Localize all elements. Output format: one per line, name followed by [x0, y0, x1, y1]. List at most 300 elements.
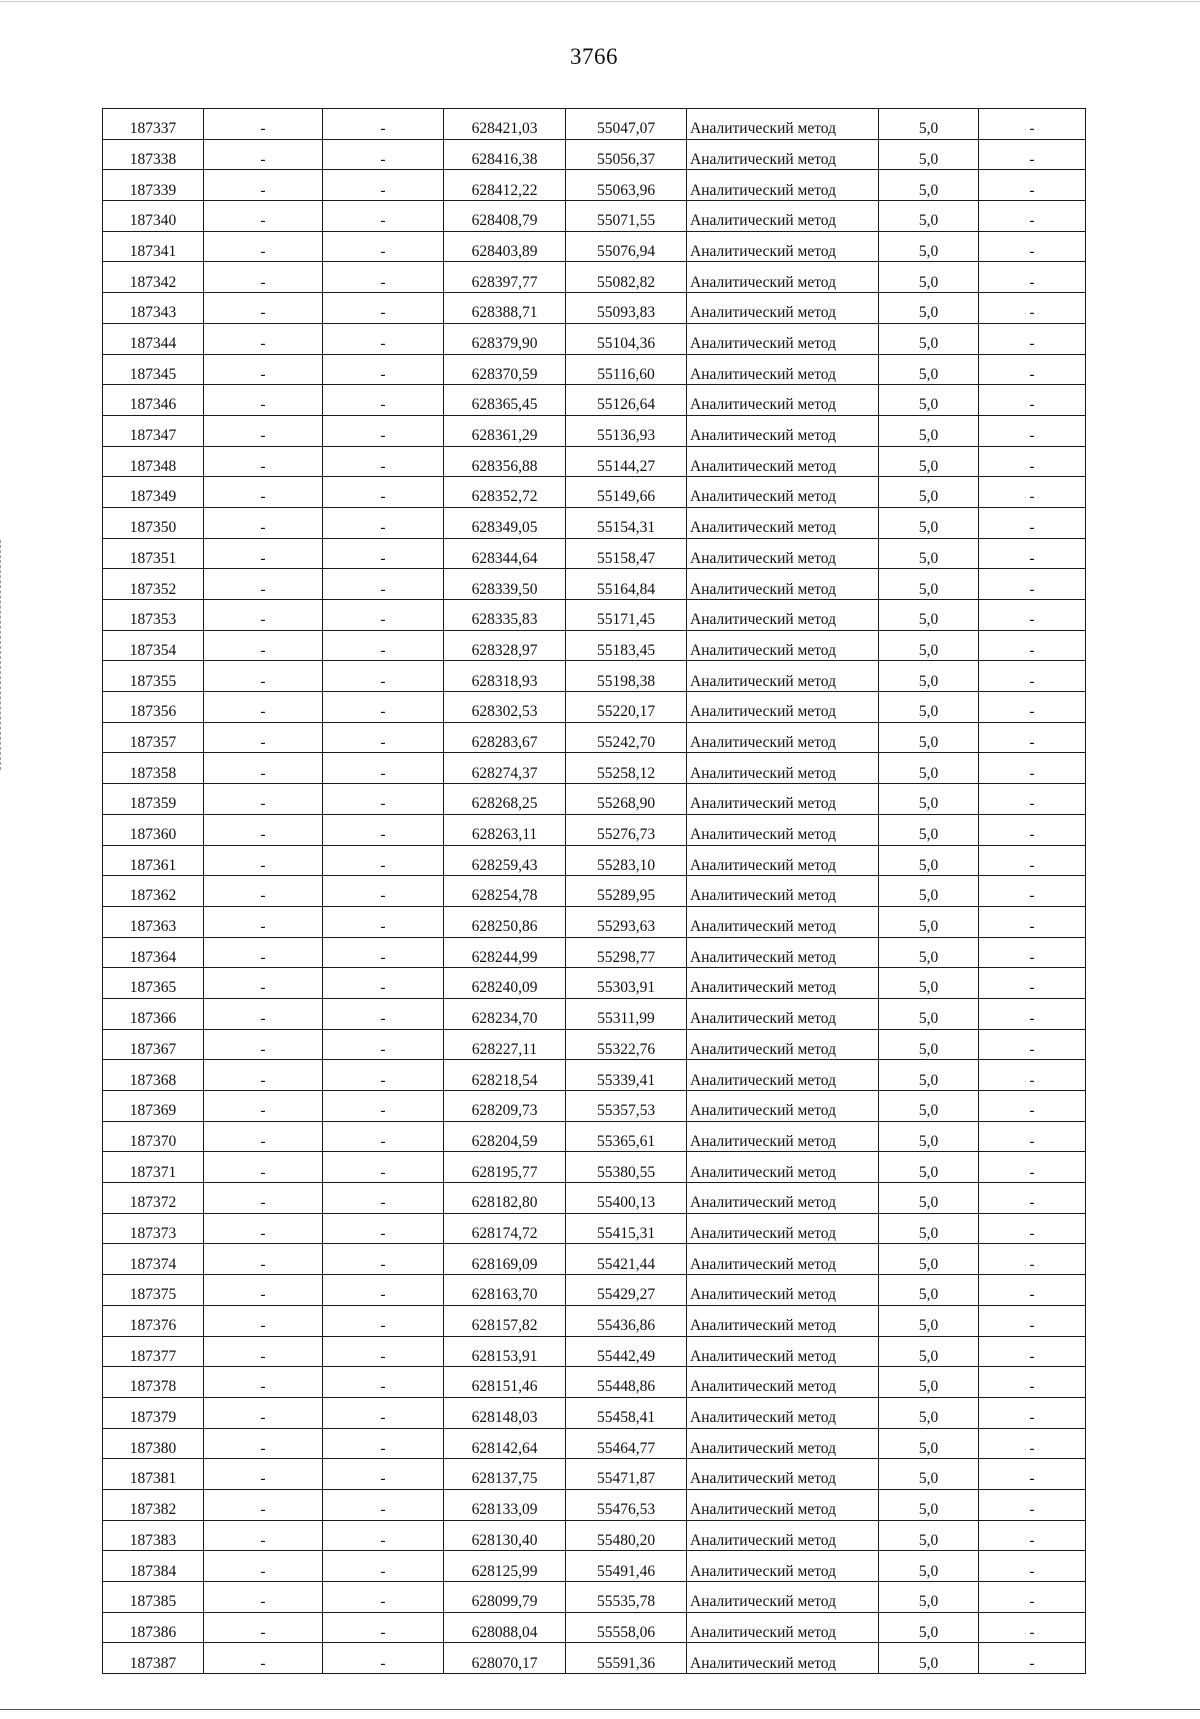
empty-y-cell: - [323, 323, 444, 354]
empty-y-cell: - [323, 968, 444, 999]
accuracy-cell: 5,0 [879, 1244, 979, 1275]
coordinate-x-cell: 628209,73 [444, 1091, 566, 1122]
coordinate-x-cell: 628403,89 [444, 231, 566, 262]
description-cell: - [979, 262, 1086, 293]
empty-x-cell: - [204, 569, 323, 600]
coordinate-y-cell: 55136,93 [566, 415, 687, 446]
description-cell: - [979, 1520, 1086, 1551]
empty-y-cell: - [323, 170, 444, 201]
coordinate-y-cell: 55126,64 [566, 385, 687, 416]
accuracy-cell: 5,0 [879, 722, 979, 753]
method-cell: Аналитический метод [687, 354, 879, 385]
accuracy-cell: 5,0 [879, 1152, 979, 1183]
description-cell: - [979, 968, 1086, 999]
empty-y-cell: - [323, 1060, 444, 1091]
empty-x-cell: - [204, 415, 323, 446]
table-row [103, 1244, 1086, 1275]
table-row [103, 968, 1086, 999]
empty-x-cell: - [204, 630, 323, 661]
point-number-cell: 187376 [103, 1305, 204, 1336]
empty-x-cell: - [204, 753, 323, 784]
method-cell: Аналитический метод [687, 968, 879, 999]
description-cell: - [979, 876, 1086, 907]
coordinate-x-cell: 628356,88 [444, 446, 566, 477]
point-number-cell: 187365 [103, 968, 204, 999]
accuracy-cell: 5,0 [879, 814, 979, 845]
coordinate-y-cell: 55491,46 [566, 1551, 687, 1582]
empty-x-cell: - [204, 998, 323, 1029]
method-cell: Аналитический метод [687, 1121, 879, 1152]
coordinate-x-cell: 628302,53 [444, 692, 566, 723]
empty-x-cell: - [204, 262, 323, 293]
table-row [103, 1397, 1086, 1428]
method-cell: Аналитический метод [687, 1305, 879, 1336]
accuracy-cell: 5,0 [879, 569, 979, 600]
method-cell: Аналитический метод [687, 446, 879, 477]
description-cell: - [979, 170, 1086, 201]
method-cell: Аналитический метод [687, 753, 879, 784]
accuracy-cell: 5,0 [879, 293, 979, 324]
accuracy-cell: 5,0 [879, 1275, 979, 1306]
coordinate-y-cell: 55063,96 [566, 170, 687, 201]
method-cell: Аналитический метод [687, 1244, 879, 1275]
coordinate-x-cell: 628234,70 [444, 998, 566, 1029]
accuracy-cell: 5,0 [879, 1060, 979, 1091]
accuracy-cell: 5,0 [879, 170, 979, 201]
point-number-cell: 187347 [103, 415, 204, 446]
coordinate-y-cell: 55104,36 [566, 323, 687, 354]
coordinate-x-cell: 628263,11 [444, 814, 566, 845]
coordinate-y-cell: 55289,95 [566, 876, 687, 907]
empty-x-cell: - [204, 1367, 323, 1398]
table-row [103, 937, 1086, 968]
coordinate-y-cell: 55365,61 [566, 1121, 687, 1152]
point-number-cell: 187374 [103, 1244, 204, 1275]
empty-y-cell: - [323, 1582, 444, 1613]
coordinate-y-cell: 55464,77 [566, 1428, 687, 1459]
description-cell: - [979, 1152, 1086, 1183]
point-number-cell: 187380 [103, 1428, 204, 1459]
coordinate-x-cell: 628204,59 [444, 1121, 566, 1152]
coordinate-x-cell: 628195,77 [444, 1152, 566, 1183]
table-row [103, 507, 1086, 538]
empty-x-cell: - [204, 507, 323, 538]
empty-x-cell: - [204, 201, 323, 232]
empty-x-cell: - [204, 1029, 323, 1060]
method-cell: Аналитический метод [687, 692, 879, 723]
coordinate-y-cell: 55339,41 [566, 1060, 687, 1091]
coordinate-x-cell: 628365,45 [444, 385, 566, 416]
coordinate-x-cell: 628283,67 [444, 722, 566, 753]
coordinate-y-cell: 55400,13 [566, 1183, 687, 1214]
point-number-cell: 187348 [103, 446, 204, 477]
point-number-cell: 187356 [103, 692, 204, 723]
accuracy-cell: 5,0 [879, 262, 979, 293]
empty-y-cell: - [323, 1336, 444, 1367]
empty-y-cell: - [323, 661, 444, 692]
empty-y-cell: - [323, 722, 444, 753]
description-cell: - [979, 1643, 1086, 1674]
coordinate-y-cell: 55558,06 [566, 1612, 687, 1643]
method-cell: Аналитический метод [687, 1275, 879, 1306]
empty-x-cell: - [204, 1551, 323, 1582]
description-cell: - [979, 1091, 1086, 1122]
description-cell: - [979, 1336, 1086, 1367]
accuracy-cell: 5,0 [879, 600, 979, 631]
accuracy-cell: 5,0 [879, 1582, 979, 1613]
empty-x-cell: - [204, 477, 323, 508]
empty-y-cell: - [323, 1489, 444, 1520]
method-cell: Аналитический метод [687, 722, 879, 753]
coordinate-x-cell: 628130,40 [444, 1520, 566, 1551]
table-row [103, 661, 1086, 692]
point-number-cell: 187373 [103, 1213, 204, 1244]
coordinate-y-cell: 55298,77 [566, 937, 687, 968]
empty-x-cell: - [204, 906, 323, 937]
method-cell: Аналитический метод [687, 1213, 879, 1244]
table-row [103, 201, 1086, 232]
empty-y-cell: - [323, 814, 444, 845]
empty-x-cell: - [204, 446, 323, 477]
table-row [103, 1643, 1086, 1674]
coordinate-y-cell: 55149,66 [566, 477, 687, 508]
description-cell: - [979, 1183, 1086, 1214]
empty-y-cell: - [323, 538, 444, 569]
accuracy-cell: 5,0 [879, 477, 979, 508]
accuracy-cell: 5,0 [879, 1183, 979, 1214]
coordinate-x-cell: 628174,72 [444, 1213, 566, 1244]
empty-y-cell: - [323, 354, 444, 385]
empty-x-cell: - [204, 722, 323, 753]
description-cell: - [979, 293, 1086, 324]
coordinate-x-cell: 628218,54 [444, 1060, 566, 1091]
empty-y-cell: - [323, 1397, 444, 1428]
table-row [103, 630, 1086, 661]
coordinate-x-cell: 628412,22 [444, 170, 566, 201]
coordinate-x-cell: 628125,99 [444, 1551, 566, 1582]
description-cell: - [979, 1612, 1086, 1643]
empty-x-cell: - [204, 1091, 323, 1122]
empty-x-cell: - [204, 109, 323, 140]
point-number-cell: 187354 [103, 630, 204, 661]
coordinate-x-cell: 628153,91 [444, 1336, 566, 1367]
empty-y-cell: - [323, 1029, 444, 1060]
method-cell: Аналитический метод [687, 814, 879, 845]
method-cell: Аналитический метод [687, 1582, 879, 1613]
method-cell: Аналитический метод [687, 109, 879, 140]
table-row [103, 1152, 1086, 1183]
coordinate-x-cell: 628370,59 [444, 354, 566, 385]
coordinate-x-cell: 628408,79 [444, 201, 566, 232]
accuracy-cell: 5,0 [879, 1121, 979, 1152]
description-cell: - [979, 415, 1086, 446]
coordinate-y-cell: 55082,82 [566, 262, 687, 293]
accuracy-cell: 5,0 [879, 1643, 979, 1674]
table-row [103, 1582, 1086, 1613]
accuracy-cell: 5,0 [879, 1459, 979, 1490]
coordinate-y-cell: 55480,20 [566, 1520, 687, 1551]
method-cell: Аналитический метод [687, 415, 879, 446]
method-cell: Аналитический метод [687, 1152, 879, 1183]
coordinate-y-cell: 55242,70 [566, 722, 687, 753]
table-row [103, 600, 1086, 631]
method-cell: Аналитический метод [687, 201, 879, 232]
method-cell: Аналитический метод [687, 845, 879, 876]
description-cell: - [979, 845, 1086, 876]
empty-x-cell: - [204, 1060, 323, 1091]
accuracy-cell: 5,0 [879, 784, 979, 815]
coordinate-x-cell: 628157,82 [444, 1305, 566, 1336]
empty-y-cell: - [323, 477, 444, 508]
method-cell: Аналитический метод [687, 1551, 879, 1582]
coordinate-x-cell: 628339,50 [444, 569, 566, 600]
coordinate-y-cell: 55268,90 [566, 784, 687, 815]
description-cell: - [979, 477, 1086, 508]
table-row [103, 385, 1086, 416]
description-cell: - [979, 323, 1086, 354]
point-number-cell: 187375 [103, 1275, 204, 1306]
empty-y-cell: - [323, 876, 444, 907]
method-cell: Аналитический метод [687, 477, 879, 508]
empty-y-cell: - [323, 1612, 444, 1643]
empty-y-cell: - [323, 139, 444, 170]
coordinate-y-cell: 55171,45 [566, 600, 687, 631]
accuracy-cell: 5,0 [879, 1612, 979, 1643]
coordinate-x-cell: 628142,64 [444, 1428, 566, 1459]
description-cell: - [979, 1551, 1086, 1582]
empty-y-cell: - [323, 1428, 444, 1459]
coordinate-y-cell: 55448,86 [566, 1367, 687, 1398]
method-cell: Аналитический метод [687, 385, 879, 416]
method-cell: Аналитический метод [687, 1029, 879, 1060]
empty-x-cell: - [204, 538, 323, 569]
coordinate-y-cell: 55056,37 [566, 139, 687, 170]
table-row [103, 814, 1086, 845]
coordinate-y-cell: 55535,78 [566, 1582, 687, 1613]
description-cell: - [979, 600, 1086, 631]
table-row [103, 354, 1086, 385]
table-body [103, 109, 1086, 1674]
method-cell: Аналитический метод [687, 538, 879, 569]
method-cell: Аналитический метод [687, 998, 879, 1029]
point-number-cell: 187387 [103, 1643, 204, 1674]
accuracy-cell: 5,0 [879, 845, 979, 876]
point-number-cell: 187352 [103, 569, 204, 600]
table-row [103, 1336, 1086, 1367]
accuracy-cell: 5,0 [879, 323, 979, 354]
accuracy-cell: 5,0 [879, 507, 979, 538]
empty-y-cell: - [323, 1305, 444, 1336]
accuracy-cell: 5,0 [879, 998, 979, 1029]
accuracy-cell: 5,0 [879, 1489, 979, 1520]
table-row [103, 906, 1086, 937]
point-number-cell: 187358 [103, 753, 204, 784]
empty-x-cell: - [204, 692, 323, 723]
description-cell: - [979, 784, 1086, 815]
accuracy-cell: 5,0 [879, 231, 979, 262]
empty-y-cell: - [323, 998, 444, 1029]
accuracy-cell: 5,0 [879, 968, 979, 999]
accuracy-cell: 5,0 [879, 1029, 979, 1060]
point-number-cell: 187359 [103, 784, 204, 815]
description-cell: - [979, 538, 1086, 569]
table-row [103, 692, 1086, 723]
empty-x-cell: - [204, 1336, 323, 1367]
scan-bottom-edge [0, 1709, 1200, 1710]
coordinate-x-cell: 628137,75 [444, 1459, 566, 1490]
empty-y-cell: - [323, 385, 444, 416]
point-number-cell: 187367 [103, 1029, 204, 1060]
description-cell: - [979, 1213, 1086, 1244]
accuracy-cell: 5,0 [879, 354, 979, 385]
coordinate-y-cell: 55357,53 [566, 1091, 687, 1122]
coordinates-table-container [102, 108, 1085, 1674]
point-number-cell: 187345 [103, 354, 204, 385]
table-row [103, 1305, 1086, 1336]
empty-x-cell: - [204, 1275, 323, 1306]
description-cell: - [979, 692, 1086, 723]
point-number-cell: 187378 [103, 1367, 204, 1398]
empty-x-cell: - [204, 1582, 323, 1613]
accuracy-cell: 5,0 [879, 538, 979, 569]
coordinate-y-cell: 55591,36 [566, 1643, 687, 1674]
accuracy-cell: 5,0 [879, 661, 979, 692]
table-row [103, 538, 1086, 569]
coordinate-y-cell: 55442,49 [566, 1336, 687, 1367]
point-number-cell: 187368 [103, 1060, 204, 1091]
table-row [103, 231, 1086, 262]
empty-x-cell: - [204, 1397, 323, 1428]
table-row [103, 1612, 1086, 1643]
method-cell: Аналитический метод [687, 1643, 879, 1674]
coordinate-x-cell: 628416,38 [444, 139, 566, 170]
coordinate-x-cell: 628070,17 [444, 1643, 566, 1674]
table-row [103, 998, 1086, 1029]
table-row [103, 170, 1086, 201]
empty-y-cell: - [323, 1213, 444, 1244]
table-row [103, 1367, 1086, 1398]
accuracy-cell: 5,0 [879, 906, 979, 937]
point-number-cell: 187337 [103, 109, 204, 140]
accuracy-cell: 5,0 [879, 1428, 979, 1459]
description-cell: - [979, 201, 1086, 232]
table-row [103, 569, 1086, 600]
table-row [103, 753, 1086, 784]
coordinate-x-cell: 628268,25 [444, 784, 566, 815]
coordinate-y-cell: 55311,99 [566, 998, 687, 1029]
description-cell: - [979, 231, 1086, 262]
empty-y-cell: - [323, 1244, 444, 1275]
empty-y-cell: - [323, 1152, 444, 1183]
description-cell: - [979, 1367, 1086, 1398]
table-row [103, 109, 1086, 140]
empty-x-cell: - [204, 1643, 323, 1674]
coordinate-x-cell: 628099,79 [444, 1582, 566, 1613]
description-cell: - [979, 1305, 1086, 1336]
accuracy-cell: 5,0 [879, 1397, 979, 1428]
method-cell: Аналитический метод [687, 569, 879, 600]
empty-x-cell: - [204, 354, 323, 385]
empty-x-cell: - [204, 1428, 323, 1459]
method-cell: Аналитический метод [687, 1091, 879, 1122]
coordinate-x-cell: 628151,46 [444, 1367, 566, 1398]
table-row [103, 1551, 1086, 1582]
description-cell: - [979, 1060, 1086, 1091]
table-row [103, 845, 1086, 876]
coordinate-x-cell: 628361,29 [444, 415, 566, 446]
table-row [103, 1213, 1086, 1244]
point-number-cell: 187349 [103, 477, 204, 508]
empty-y-cell: - [323, 784, 444, 815]
method-cell: Аналитический метод [687, 784, 879, 815]
coordinate-y-cell: 55458,41 [566, 1397, 687, 1428]
coordinate-x-cell: 628254,78 [444, 876, 566, 907]
point-number-cell: 187381 [103, 1459, 204, 1490]
method-cell: Аналитический метод [687, 1612, 879, 1643]
point-number-cell: 187343 [103, 293, 204, 324]
coordinate-y-cell: 55276,73 [566, 814, 687, 845]
point-number-cell: 187371 [103, 1152, 204, 1183]
empty-y-cell: - [323, 1091, 444, 1122]
method-cell: Аналитический метод [687, 1428, 879, 1459]
coordinate-x-cell: 628250,86 [444, 906, 566, 937]
empty-y-cell: - [323, 109, 444, 140]
point-number-cell: 187350 [103, 507, 204, 538]
empty-x-cell: - [204, 1459, 323, 1490]
coordinate-y-cell: 55093,83 [566, 293, 687, 324]
method-cell: Аналитический метод [687, 600, 879, 631]
empty-y-cell: - [323, 1183, 444, 1214]
scan-top-edge [0, 1, 1200, 2]
method-cell: Аналитический метод [687, 1183, 879, 1214]
description-cell: - [979, 661, 1086, 692]
empty-x-cell: - [204, 937, 323, 968]
empty-x-cell: - [204, 1213, 323, 1244]
empty-x-cell: - [204, 293, 323, 324]
point-number-cell: 187366 [103, 998, 204, 1029]
empty-x-cell: - [204, 323, 323, 354]
method-cell: Аналитический метод [687, 1060, 879, 1091]
empty-y-cell: - [323, 1459, 444, 1490]
table-row [103, 1121, 1086, 1152]
coordinate-y-cell: 55164,84 [566, 569, 687, 600]
coordinate-y-cell: 55071,55 [566, 201, 687, 232]
coordinate-x-cell: 628240,09 [444, 968, 566, 999]
accuracy-cell: 5,0 [879, 753, 979, 784]
empty-y-cell: - [323, 415, 444, 446]
accuracy-cell: 5,0 [879, 1305, 979, 1336]
coordinate-y-cell: 55220,17 [566, 692, 687, 723]
point-number-cell: 187346 [103, 385, 204, 416]
coordinate-x-cell: 628335,83 [444, 600, 566, 631]
method-cell: Аналитический метод [687, 231, 879, 262]
table-row [103, 784, 1086, 815]
coordinate-x-cell: 628421,03 [444, 109, 566, 140]
method-cell: Аналитический метод [687, 661, 879, 692]
empty-x-cell: - [204, 784, 323, 815]
point-number-cell: 187353 [103, 600, 204, 631]
point-number-cell: 187364 [103, 937, 204, 968]
empty-x-cell: - [204, 1152, 323, 1183]
description-cell: - [979, 1459, 1086, 1490]
empty-x-cell: - [204, 1183, 323, 1214]
coordinate-y-cell: 55303,91 [566, 968, 687, 999]
empty-y-cell: - [323, 446, 444, 477]
coordinate-y-cell: 55421,44 [566, 1244, 687, 1275]
coordinate-x-cell: 628352,72 [444, 477, 566, 508]
point-number-cell: 187384 [103, 1551, 204, 1582]
coordinate-y-cell: 55047,07 [566, 109, 687, 140]
